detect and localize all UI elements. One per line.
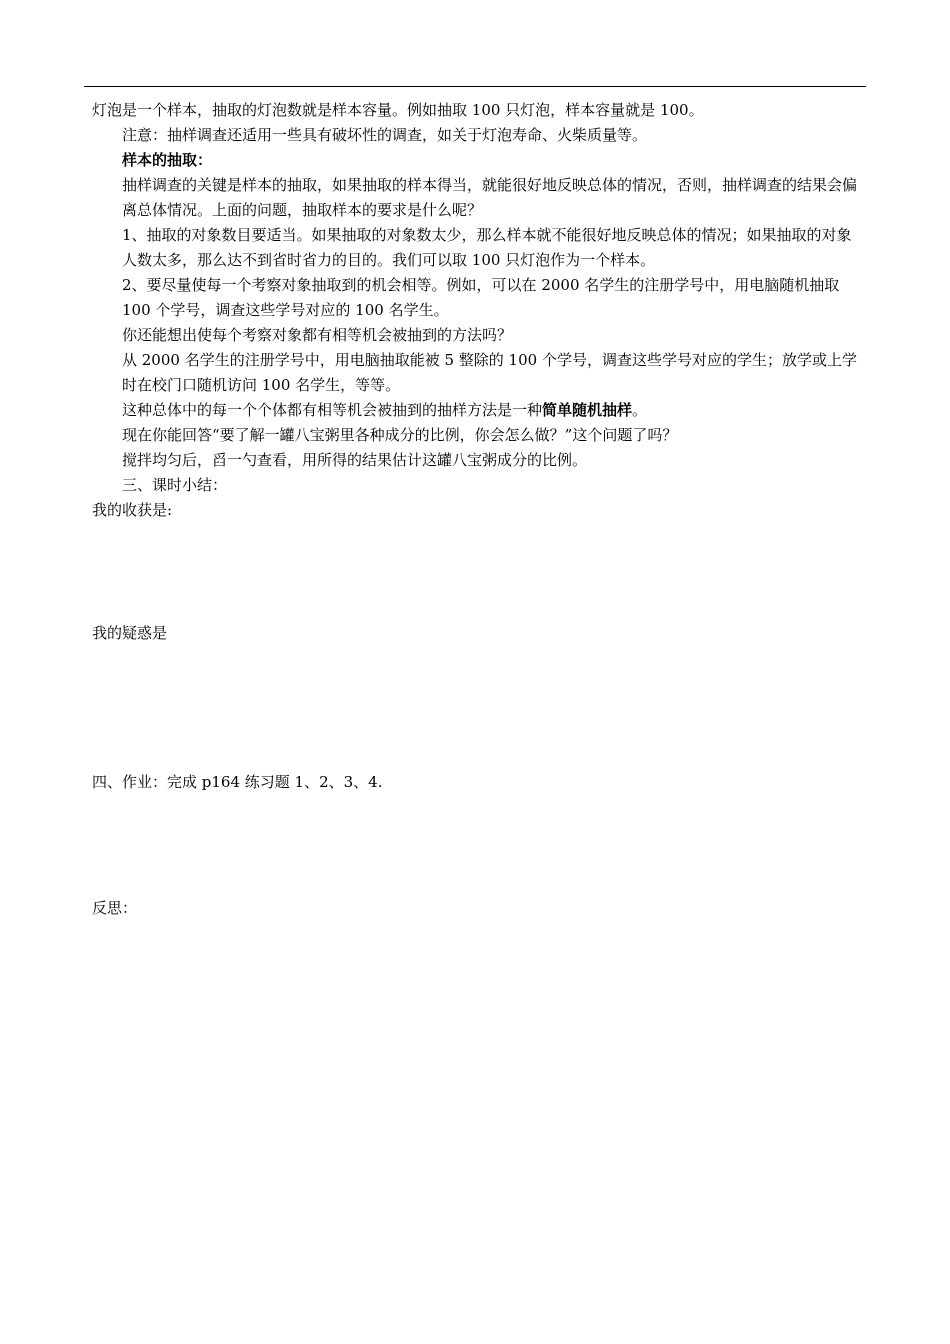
heading-sampling: 样本的抽取：	[122, 151, 213, 169]
paragraph-congee-answer: 搅拌均匀后，舀一勺查看，用所得的结果估计这罐八宝粥成分的比例。	[122, 451, 588, 469]
label-doubts: 我的疑惑是	[92, 624, 168, 642]
label-gains: 我的收获是:	[92, 501, 173, 519]
paragraph-congee-question: 现在你能回答“要了解一罐八宝粥里各种成分的比例，你会怎么做？”这个问题了吗？	[122, 426, 678, 444]
definition-suffix: 。	[632, 401, 648, 419]
paragraph-rule-1: 1、抽取的对象数目要适当。如果抽取的对象数太少，那么样本就不能很好地反映总体的情况；如果抽取的对象人数太多，那么达不到省时省力的目的。我们可以取 100 只灯泡作为一个样本。	[122, 226, 852, 269]
label-reflection: 反思：	[92, 899, 138, 917]
heading-lesson-summary: 三、课时小结：	[122, 476, 228, 494]
paragraph-methods: 从 2000 名学生的注册学号中，用电脑抽取能被 5 整除的 100 个学号，调查这些学号对应的学生；放学或上学时在校门口随机访问 100 名学生，等等。	[122, 351, 857, 394]
header-rule	[84, 86, 866, 87]
paragraph-rule-2: 2、要尽量使每一个考察对象抽取到的机会相等。例如，可以在 2000 名学生的注册学号中，用电脑随机抽取 100 个学号，调查这些学号对应的 100 名学生。	[122, 276, 840, 319]
definition-term: 简单随机抽样	[542, 401, 633, 419]
document-body	[92, 98, 860, 523]
definition-prefix: 这种总体中的每一个个体都有相等机会被抽到的抽样方法是一种	[122, 401, 543, 419]
homework-line: 四、作业：完成 p164 练习题 1、2、3、4.	[92, 773, 383, 791]
paragraph-note: 注意：抽样调查还适用一些具有破坏性的调查，如关于灯泡寿命、火柴质量等。	[122, 126, 648, 144]
paragraph-sampling-key: 抽样调查的关键是样本的抽取，如果抽取的样本得当，就能很好地反映总体的情况，否则，抽样调查的结果会偏离总体情况。上面的问题，抽取样本的要求是什么呢？	[122, 176, 858, 219]
paragraph-definition	[92, 398, 860, 423]
paragraph-sample-size: 灯泡是一个样本，抽取的灯泡数就是样本容量。例如抽取 100 只灯泡，样本容量就是 100。	[92, 101, 704, 119]
paragraph-question: 你还能想出使每个考察对象都有相等机会被抽到的方法吗？	[122, 326, 513, 344]
